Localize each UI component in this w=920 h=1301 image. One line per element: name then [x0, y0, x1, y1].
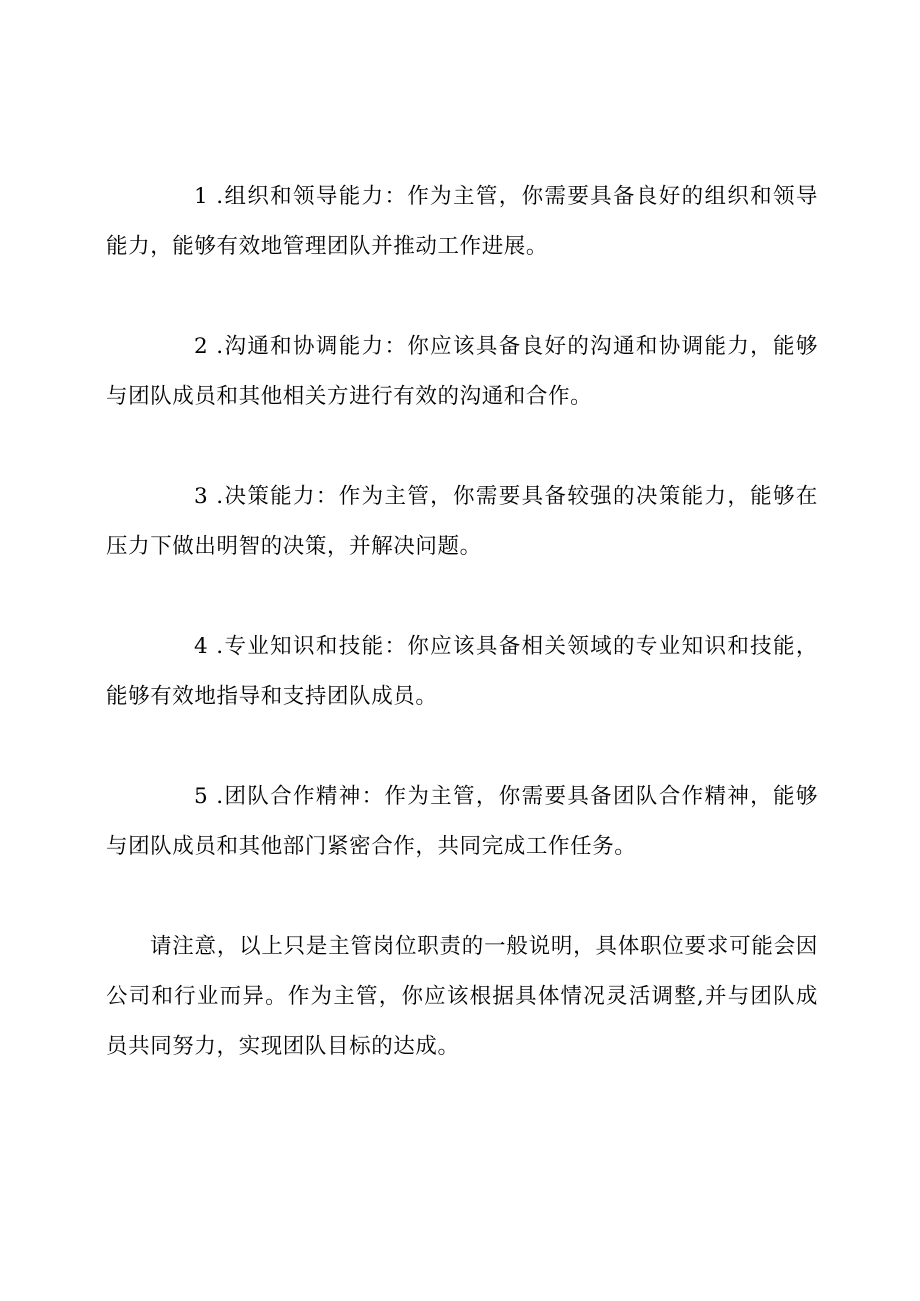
item-number: 1 [194, 184, 209, 209]
list-item [106, 472, 818, 572]
item-text: .专业知识和技能：你应该具备相关领域的专业知识和技能，能够有效地指导和支持团队成员。 [106, 634, 818, 709]
item-number: 3 [194, 484, 209, 509]
list-item [106, 322, 818, 422]
closing-paragraph: 请注意，以上只是主管岗位职责的一般说明，具体职位要求可能会因公司和行业而异。作为主管，你应该根据具体情况灵活调整,并与团队成员共同努力，实现团队目标的达成。 [106, 934, 818, 1059]
item-text: .组织和领导能力：作为主管，你需要具备良好的组织和领导能力，能够有效地管理团队并推动工作进展。 [106, 184, 818, 259]
item-text: .决策能力：作为主管，你需要具备较强的决策能力，能够在压力下做出明智的决策，并解决问题。 [106, 484, 818, 559]
item-text: .沟通和协调能力：你应该具备良好的沟通和协调能力，能够与团队成员和其他相关方进行有效的沟通和合作。 [106, 334, 818, 409]
item-number: 5 [194, 784, 209, 809]
item-number: 2 [194, 334, 209, 359]
item-text: .团队合作精神：作为主管，你需要具备团队合作精神，能够与团队成员和其他部门紧密合作，共同完成工作任务。 [106, 784, 818, 859]
list-item [106, 172, 818, 272]
list-item [106, 772, 818, 872]
list-item [106, 622, 818, 722]
item-number: 4 [194, 634, 209, 659]
document-body [106, 172, 818, 1122]
